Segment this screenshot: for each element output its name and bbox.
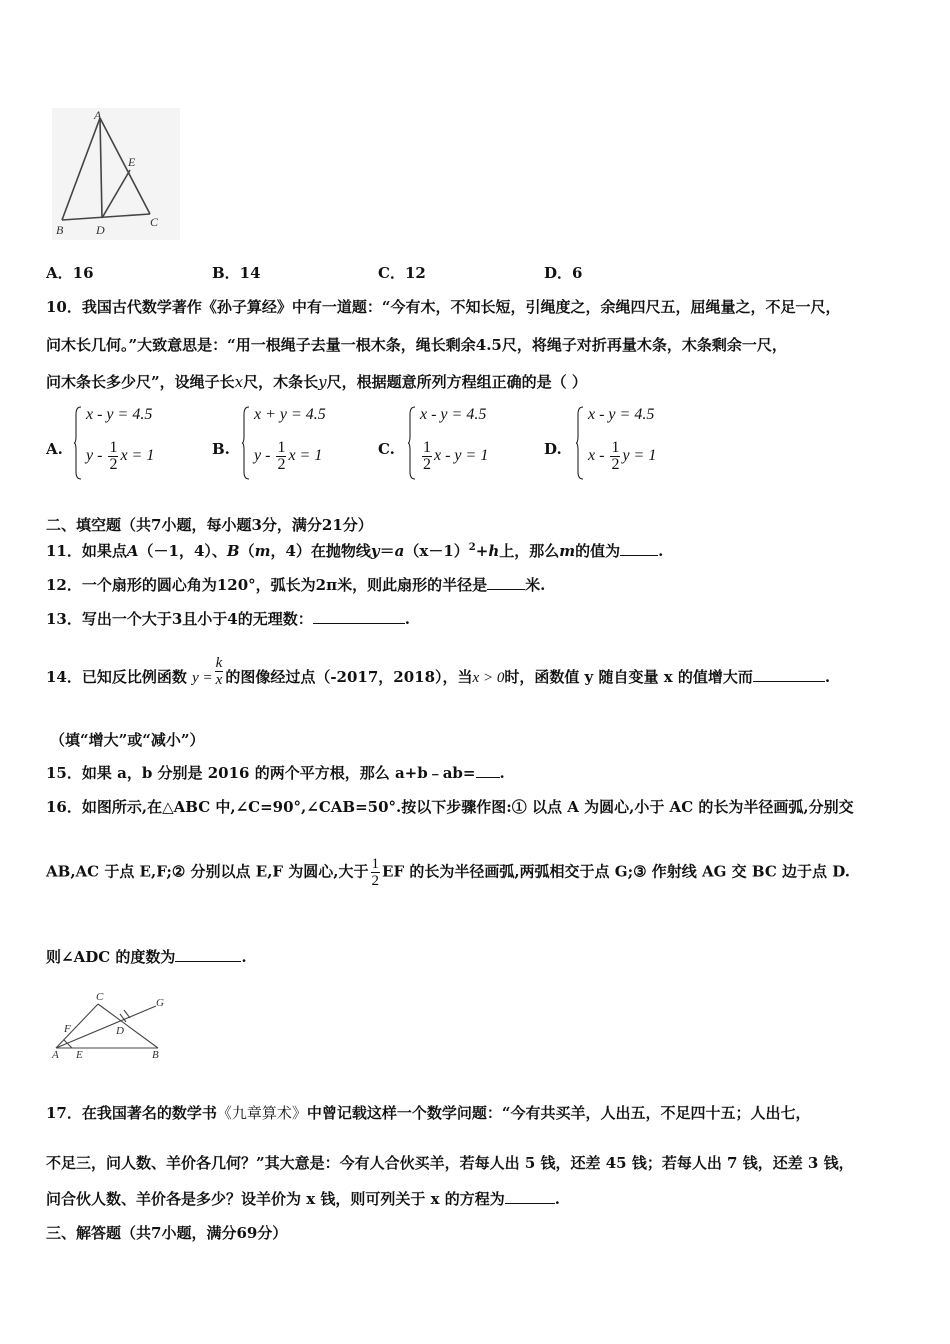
fig1-label-A: A [94,108,102,122]
q12-answer-blank[interactable] [487,575,525,590]
fig1-label-D: D [96,223,105,237]
q10-option-b-system [242,406,372,482]
q17-answer-blank[interactable] [505,1189,555,1204]
q17-line-3: 问合伙人数、羊价各是多少？设羊价为 x 钱，则可列关于 x 的方程为 . [46,1190,561,1208]
q10-line-3 [46,371,587,392]
triangle-figure-2 [50,988,180,1060]
q10-option-c-label: C. [378,440,395,458]
q16-line-3: 则∠ADC 的度数为 . [46,948,247,966]
q16-line-2: AB,AC 于点 E,F;② 分别以点 E,F 为圆心,大于 $\frac{1}{2}$ EF 的长为半径画弧,两弧相交于点 G;③ 作射线 AG 交 BC 边于点 D. [46,856,850,889]
brace-icon [576,406,584,480]
q11-answer-blank[interactable] [620,541,658,556]
triangle-figure-1 [52,108,180,240]
fig2-label-B: B [152,1049,159,1060]
q10-line-3b: 尺，木条长 [243,373,319,391]
q10-a-eq1: x - y = 4.5 [86,406,153,423]
q10-c-eq2: $\frac{1}{2}$ x - y = 1 [423,439,489,473]
q10-line-1: 10．我国古代数学著作《孙子算经》中有一道题：“今有木，不知长短，引绳度之，余绳四尺五，屈绳量之，不足一尺， [46,298,841,316]
q9-option-a[interactable]: A．16 [46,264,94,282]
q13-answer-blank[interactable] [313,609,405,624]
fig2-label-E: E [76,1049,83,1060]
q10-option-d-system [576,406,712,482]
q10-d-eq1: x - y = 4.5 [588,406,655,423]
q12: 12．一个扇形的圆心角为120°，弧长为2π米，则此扇形的半径是 米. [46,576,546,594]
q14: 14．已知反比例函数 y = $\frac{k}{x}$ 的图像经过点（-2017，2018），当x > 0时，函数值 y 随自变量 x 的值增大而 . [46,654,831,688]
q15-answer-blank[interactable] [476,763,500,778]
q10-line-3c: 尺，根据题意所列方程组正确的是（ ） [326,373,587,391]
q17-line-1: 17．在我国著名的数学书《九章算术》中曾记载这样一个数学问题：“今有共买羊，人出五，不足四十五；人出七， [46,1104,811,1122]
q14-answer-blank[interactable] [753,667,825,682]
brace-icon [408,406,416,480]
q10-b-eq2: y - $\frac{1}{2}$ x = 1 [254,439,323,473]
q10-option-b[interactable] [212,404,372,484]
q17-book-title: 《九章算术》 [216,1104,307,1122]
q13: 13．写出一个大于3且小于4的无理数： . [46,610,410,628]
q10-option-c-system [408,406,538,482]
fig1-label-C: C [150,215,159,229]
q10-a-eq2: y - $\frac{1}{2}$ x = 1 [86,439,155,473]
fig2-label-G: G [156,997,164,1009]
fig2-label-A: A [52,1049,59,1060]
brace-icon [242,406,250,480]
q10-var-x: x [234,373,244,391]
q10-option-a-system [74,406,204,482]
q10-b-eq1: x + y = 4.5 [254,406,326,423]
q10-option-d[interactable] [544,404,714,484]
q17-line-2: 不足三，问人数、羊价各几何？”其大意是：今有人合伙买羊，若每人出 5 钱，还差 45 钱；若每人出 7 钱，还差 3 钱， [46,1154,854,1172]
q10-d-eq2: x - $\frac{1}{2}$ y = 1 [588,439,657,473]
q10-option-a-label: A. [46,440,63,458]
q15: 15．如果 a，b 分别是 2016 的两个平方根，那么 a+b﹣ab= . [46,764,505,782]
q10-line-2: 问木长几何。”大致意思是：“用一根绳子去量一根木条，绳长剩余4.5尺，将绳子对折再量木条，木条剩余一尺， [46,336,787,354]
q10-var-y: y [318,373,327,391]
q11: 11．如果点A（－1，4）、B（m，4）在抛物线$y=a(x-1)^2+h$上，那么m的值为 . [46,542,664,560]
fig2-label-D: D [116,1025,124,1037]
q14-note: （填“增大”或“减小”） [50,731,205,749]
q9-option-c[interactable]: C．12 [378,264,426,282]
fig2-label-F: F [64,1023,71,1035]
q9-option-d[interactable]: D．6 [544,264,583,282]
q10-option-b-label: B. [212,440,230,458]
q16-line-1: 16．如图所示,在△ABC 中,∠C=90°,∠CAB=50°.按以下步骤作图:① 以点 A 为圆心,小于 AC 的长为半径画弧,分别交 [46,798,854,816]
fig1-label-E: E [128,155,136,169]
q10-line-3a: 问木条长多少尺”，设绳子长 [46,373,235,391]
q10-option-d-label: D. [544,440,562,458]
fig2-label-C: C [96,991,104,1003]
brace-icon [74,406,82,480]
q9-option-b[interactable]: B．14 [212,264,261,282]
section-2-heading: 二、填空题（共7小题，每小题3分，满分21分） [46,516,373,534]
q16-answer-blank[interactable] [175,947,241,962]
q10-option-c[interactable] [378,404,538,484]
fig1-label-B: B [56,223,64,237]
q10-option-a[interactable] [46,404,206,484]
section-3-heading: 三、解答题（共7小题，满分69分） [46,1224,288,1242]
q10-c-eq1: x - y = 4.5 [420,406,487,423]
